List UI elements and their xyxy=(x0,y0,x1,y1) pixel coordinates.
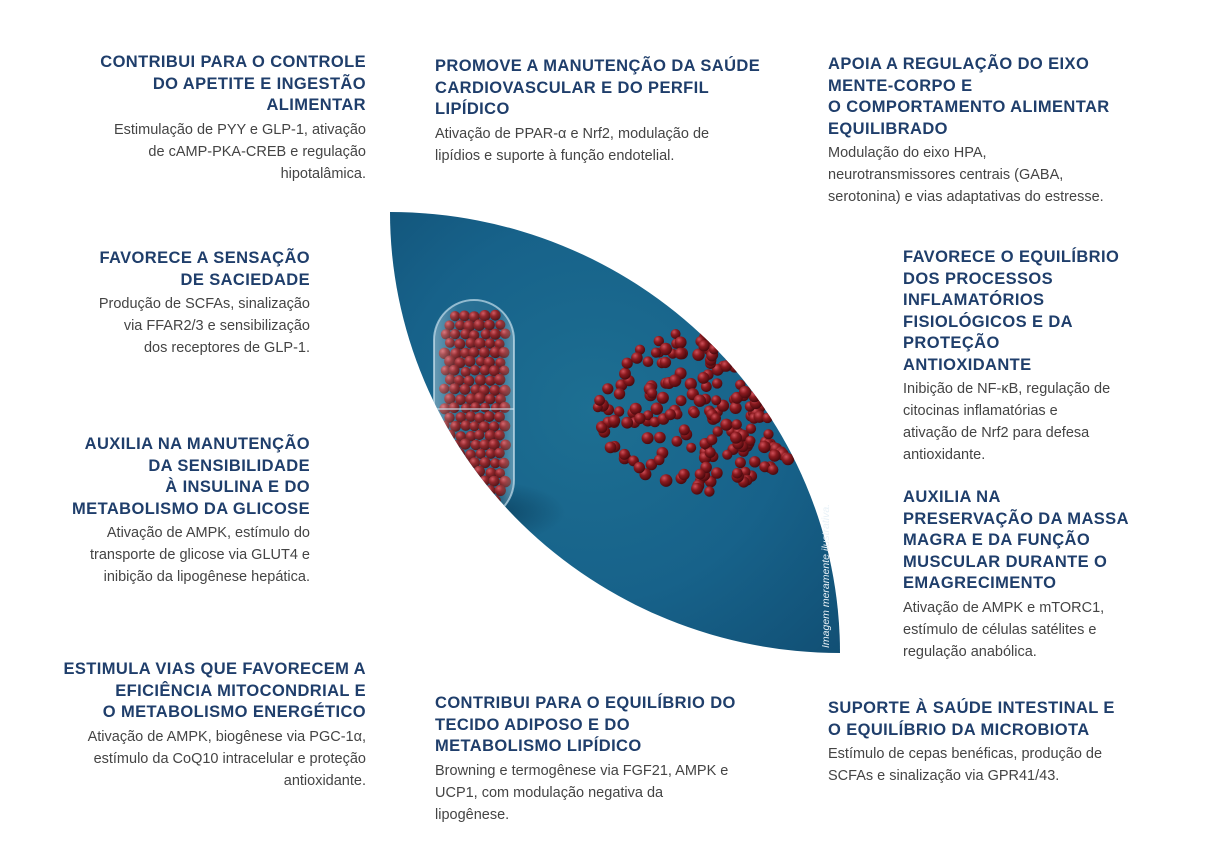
benefit-mitochondrial xyxy=(20,659,366,792)
bead xyxy=(739,386,751,398)
bead xyxy=(678,469,689,480)
benefit-description: Estímulo de cepas benéficas, produção de SCFAs e sinalização via GPR41/43. xyxy=(828,746,1103,784)
bead xyxy=(691,483,703,495)
bead xyxy=(786,400,798,412)
bead xyxy=(685,378,697,390)
bead xyxy=(707,434,718,445)
benefit-adipose xyxy=(435,693,785,826)
benefit-description: Ativação de AMPK e mTORC1, estímulo de células satélites e regulação anabólica. xyxy=(903,599,1105,660)
benefit-description: Produção de SCFAs, sinalização via FFAR2/3 e sensibilização dos receptores de GLP-1. xyxy=(98,296,310,356)
bead xyxy=(619,449,630,460)
bead xyxy=(675,348,687,360)
benefit-description: Modulação do eixo HPA, neurotransmissores centrais (GABA, serotonina) e vias adaptativas do estresse. xyxy=(828,145,1104,205)
image-caption: Imagem meramente ilustrativa. xyxy=(820,503,832,648)
benefit-insulin xyxy=(30,434,310,588)
bead xyxy=(654,432,666,444)
bead xyxy=(597,422,608,433)
bead xyxy=(672,436,683,447)
bead xyxy=(669,374,682,387)
benefit-description: Ativação de AMPK, biogênese via PGC-1α, estímulo da CoQ10 intracelular e proteção antioxidante. xyxy=(87,728,366,789)
bead xyxy=(730,402,742,414)
bead xyxy=(643,356,654,367)
bead xyxy=(660,343,672,355)
bead xyxy=(660,474,673,487)
benefit-gut xyxy=(828,698,1168,787)
product-image-panel xyxy=(390,212,840,653)
bead xyxy=(711,467,723,479)
benefit-title: AUXILIA NA PRESERVAÇÃO DA MASSA MAGRA E DA FUNÇÃO MUSCULAR DURANTE O EMAGRECIMENTO xyxy=(903,488,1129,592)
loose-beads xyxy=(593,327,818,497)
capsule-illustration xyxy=(390,212,840,653)
bead xyxy=(758,441,770,453)
benefit-title: ESTIMULA VIAS QUE FAVORECEM A EFICIÊNCIA MITOCONDRIAL E O METABOLISMO ENERGÉTICO xyxy=(63,660,366,721)
bead xyxy=(634,462,645,473)
bead xyxy=(695,469,706,480)
bead xyxy=(621,417,633,429)
bead xyxy=(773,400,783,410)
bead xyxy=(698,340,709,351)
bead xyxy=(763,429,773,439)
bead xyxy=(796,432,806,442)
bead xyxy=(711,395,721,405)
bead xyxy=(717,329,727,339)
bead xyxy=(751,370,761,380)
bead xyxy=(619,368,631,380)
benefit-title: PROMOVE A MANUTENÇÃO DA SAÚDE CARDIOVASCULAR E DO PERFIL LIPÍDICO xyxy=(435,57,761,118)
bead xyxy=(709,344,719,354)
bead xyxy=(660,357,671,368)
bead xyxy=(762,344,774,356)
bead xyxy=(622,358,633,369)
bead xyxy=(642,432,654,444)
bead xyxy=(631,352,643,364)
benefit-cardiovascular xyxy=(435,56,785,167)
benefit-title: CONTRIBUI PARA O EQUILÍBRIO DO TECIDO ADIPOSO E DO METABOLISMO LIPÍDICO xyxy=(435,694,736,755)
bead xyxy=(762,413,772,423)
bead xyxy=(602,383,613,394)
bead xyxy=(665,409,676,420)
bead xyxy=(783,377,796,390)
benefit-description: Ativação de PPAR-α e Nrf2, modulação de lipídios e suporte à função endotelial. xyxy=(435,125,710,164)
bead xyxy=(797,418,808,429)
bead xyxy=(647,388,657,398)
bead xyxy=(686,443,696,453)
bead xyxy=(768,464,779,475)
bead xyxy=(732,468,743,479)
bead xyxy=(679,424,690,435)
benefit-muscle xyxy=(903,487,1163,663)
bead xyxy=(698,372,710,384)
bead xyxy=(739,350,751,362)
benefit-description: Browning e termogênese via FGF21, AMPK e UCP1, com modulação negativa da lipogênese. xyxy=(435,762,729,823)
bead xyxy=(654,455,665,466)
bead xyxy=(769,450,781,462)
benefit-description: Ativação de AMPK, estímulo do transporte de glicose via GLUT4 e inibição da lipogênese hepática. xyxy=(89,525,310,585)
bead xyxy=(770,379,781,390)
bead xyxy=(722,450,732,460)
bead xyxy=(723,348,735,360)
benefit-title: SUPORTE À SAÚDE INTESTINAL E O EQUILÍBRIO DA MICROBIOTA xyxy=(828,699,1115,739)
benefit-inflammation xyxy=(903,247,1163,466)
bead xyxy=(792,368,802,378)
bead xyxy=(711,413,721,423)
benefit-mind-body xyxy=(828,54,1158,208)
bead xyxy=(712,378,722,388)
benefit-title: AUXILIA NA MANUTENÇÃO DA SENSIBILIDADE À INSULINA E DO METABOLISMO DA GLICOSE xyxy=(72,435,310,518)
benefit-appetite xyxy=(40,52,366,185)
bead xyxy=(689,408,699,418)
bead xyxy=(732,419,742,429)
bead xyxy=(694,395,706,407)
bead xyxy=(675,336,687,348)
bead xyxy=(651,348,661,358)
bead xyxy=(605,442,617,454)
bead xyxy=(784,422,794,432)
bead xyxy=(720,419,732,431)
bead xyxy=(759,358,769,368)
bead xyxy=(733,339,744,350)
benefit-description: Inibição de NF-κB, regulação de citocinas inflamatórias e ativação de Nrf2 para defesa antioxidante. xyxy=(903,381,1111,463)
bead xyxy=(608,415,620,427)
bead xyxy=(745,436,755,446)
benefit-title: APOIA A REGULAÇÃO DO EIXO MENTE-CORPO E O COMPORTAMENTO ALIMENTAR EQUILIBRADO xyxy=(828,55,1110,138)
bead xyxy=(781,410,793,422)
bead xyxy=(720,360,732,372)
bead xyxy=(749,456,760,467)
bead xyxy=(735,457,746,468)
benefit-title: CONTRIBUI PARA O CONTROLE DO APETITE E INGESTÃO ALIMENTAR xyxy=(100,53,366,114)
bead xyxy=(657,392,669,404)
bead xyxy=(651,403,663,415)
bead xyxy=(780,366,790,376)
benefit-satiety xyxy=(40,248,310,359)
benefit-description: Estimulação de PYY e GLP-1, ativação de cAMP-PKA-CREB e regulação hipotalâmica. xyxy=(113,121,366,182)
bead xyxy=(806,408,818,420)
bead xyxy=(751,336,762,347)
bead xyxy=(634,413,645,424)
bead xyxy=(614,388,625,399)
benefit-title: FAVORECE A SENSAÇÃO DE SACIEDADE xyxy=(99,249,310,289)
bead xyxy=(782,453,794,465)
bead xyxy=(704,486,714,496)
benefit-title: FAVORECE O EQUILÍBRIO DOS PROCESSOS INFLAMATÓRIOS FISIOLÓGICOS E DA PROTEÇÃO ANTIOXIDANTE xyxy=(903,248,1120,374)
bead xyxy=(730,432,742,444)
bead xyxy=(800,391,811,402)
bead xyxy=(594,395,605,406)
bead xyxy=(676,395,687,406)
